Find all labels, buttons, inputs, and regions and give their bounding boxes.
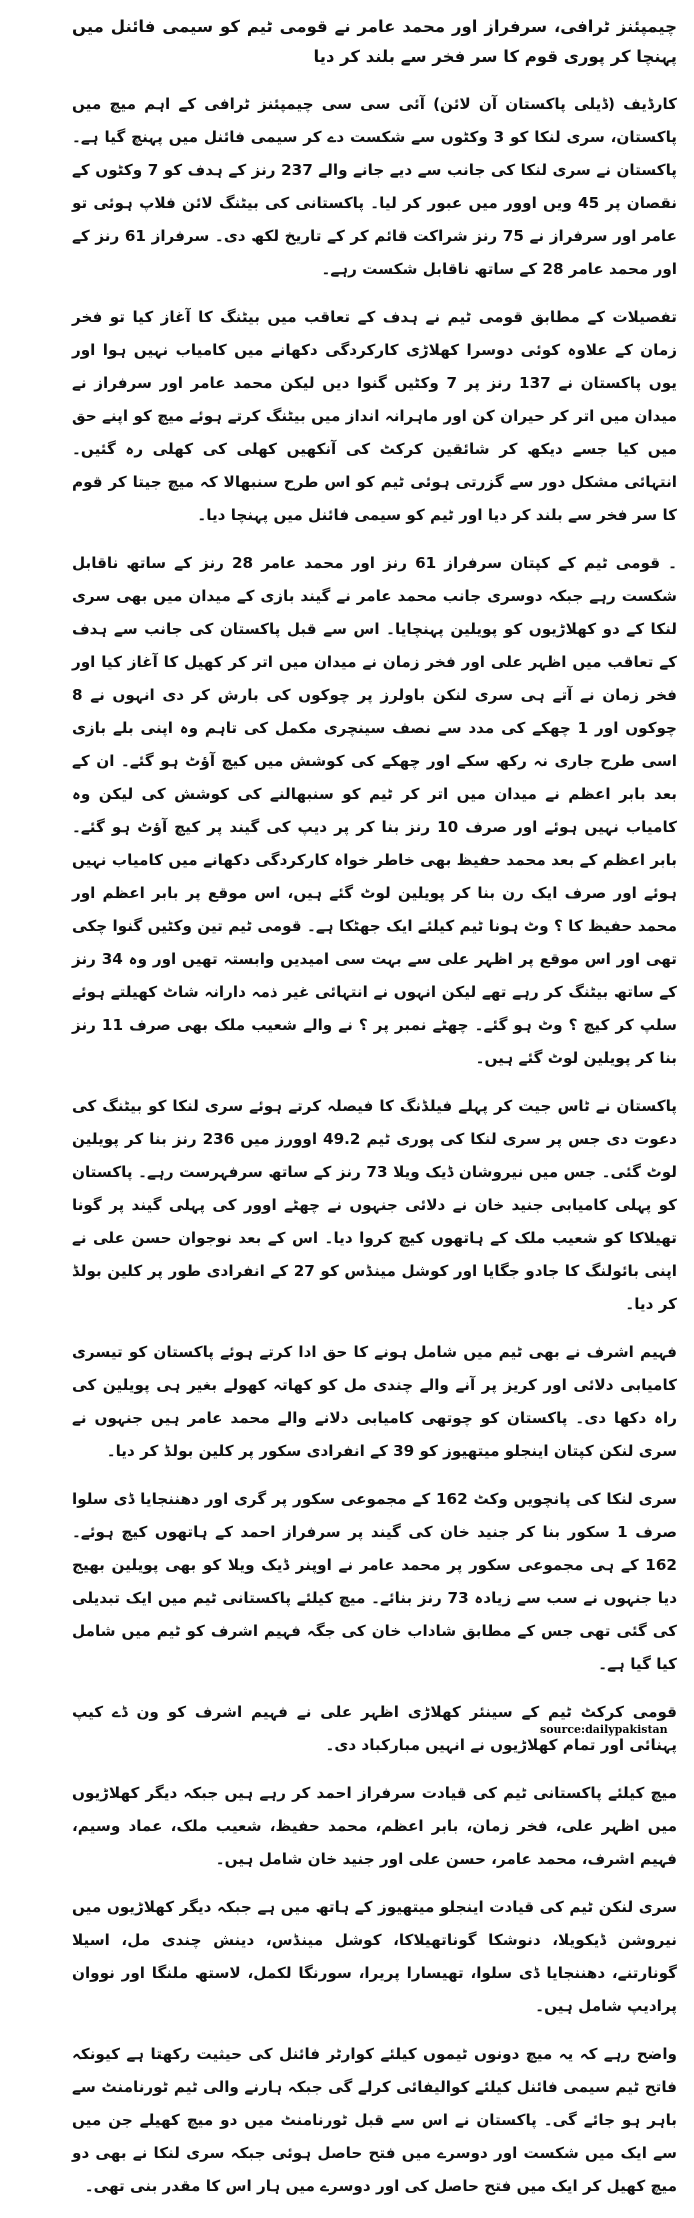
article-paragraph-8: میچ کیلئے پاکستانی ٹیم کی قیادت سرفراز احمد کر رہے ہیں جبکہ دیگر کھلاڑیوں میں اظہر علی، فخر زمان، بابر اعظم، محمد حفیظ، شعیب ملک، عماد وسیم، فہیم اشرف، محمد عامر، حسن علی اور جنید خان شامل ہیں۔ bbox=[72, 1784, 677, 1868]
article-paragraph-3: ۔ قومی ٹیم کے کپتان سرفراز 61 رنز اور محمد عامر 28 رنز کے ساتھ ناقابل شکست رہے جبکہ دوسری جانب محمد عامر نے گیند بازی کے میدان میں بھی سری لنکا کے دو کھلاڑیوں کو پویلین پہنچایا۔ اس سے قبل پاکستان کی جانب سے ہدف کے تعاقب میں اظہر علی اور فخر زمان نے میدان میں اتر کر کھیل کا آغاز کیا اور فخر زمان نے آتے ہی سری لنکن باولرز پر چوکوں کی بارش کر دی انہوں نے 8 چوکوں اور 1 چھکے کی مدد سے نصف سینچری مکمل کی تاہم وہ اپنی بلے بازی اسی طرح جاری نہ رکھ سکے اور چھکے کی کوشش میں کیچ آؤٹ ہو گئے۔ ان کے بعد بابر اعظم نے میدان میں اتر کر ٹیم کو سنبھالنے کی کوشش کی لیکن وہ کامیاب نہیں ہوئے اور صرف 10 رنز بنا کر پر دیپ کی گیند پر کیچ آؤٹ ہو گئے۔ بابر اعظم کے بعد محمد حفیظ بھی خاطر خواہ کارکردگی دکھانے میں کامیاب نہیں ہوئے اور صرف ایک رن بنا کر پویلین لوٹ گئے ہیں، اس موقع پر بابر اعظم اور محمد حفیظ کا ؟ وٹ ہونا ٹیم کیلئے ایک جھٹکا ہے۔ قومی ٹیم تین وکٹیں گنوا چکی تھی اور اس موقع پر اظہر علی سے بہت سی امیدیں وابستہ تھیں اور وہ 34 رنز کے ساتھ بیٹنگ کر رہے تھے لیکن انہوں نے انتہائی غیر ذمہ دارانہ شاٹ کھیلتے ہوئے سلپ کر کیچ ؟ وٹ ہو گئے۔ چھٹے نمبر پر ؟ نے والے شعیب ملک بھی صرف 11 رنز بنا کر پویلین لوٹ گئے ہیں۔ bbox=[72, 554, 678, 1067]
article-paragraph-6: سری لنکا کی پانچویں وکٹ 162 کے مجموعی سکور پر گری اور دھننجایا ڈی سلوا صرف 1 سکور بنا کر جنید خان کی گیند پر سرفراز احمد کے ہاتھوں کیچ ہوئے۔ 162 کے ہی مجموعی سکور پر محمد عامر نے اوپنر ڈیک ویلا کو بھی پویلین بھیج دیا جنہوں نے سب سے زیادہ 73 رنز بنائے۔ میچ کیلئے پاکستانی ٹیم میں ایک تبدیلی کی گئی تھی جس کے مطابق شاداب خان کی جگہ فہیم اشرف کو ٹیم میں شامل کیا گیا ہے۔ bbox=[72, 1490, 677, 1673]
article-body bbox=[72, 0, 677, 2218]
article-paragraph-4: پاکستان نے ٹاس جیت کر پہلے فیلڈنگ کا فیصلہ کرتے ہوئے سری لنکا کو بیٹنگ کی دعوت دی جس پر سری لنکا کی پوری ٹیم 49.2 اوورز میں 236 رنز بنا کر پویلین لوٹ گئی۔ جس میں نیروشان ڈیک ویلا 73 رنز کے ساتھ سرفہرست رہے۔ پاکستان کو پہلی کامیابی جنید خان نے دلائی جنہوں نے چھٹے اوور کی پہلی گیند پر گونا تھیلاکا کو شعیب ملک کے ہاتھوں کیچ کروا دیا۔ اس کے بعد نوجوان حسن علی نے اپنی بائولنگ کا جادو جگایا اور کوشل مینڈس کو 27 کے انفرادی طور پر کلین بولڈ کر دیا۔ bbox=[72, 1097, 677, 1313]
article-paragraph-7: قومی کرکٹ ٹیم کے سینئر کھلاڑی اظہر علی نے فہیم اشرف کو ون ڈے کیپ پہنائی اور تمام کھلاڑیوں نے انہیں مبارکباد دی۔ bbox=[72, 1703, 677, 1754]
article-paragraph-5: فہیم اشرف نے بھی ٹیم میں شامل ہونے کا حق ادا کرتے ہوئے پاکستان کو تیسری کامیابی دلائی اور کریز پر آنے والے چندی مل کو کھاتہ کھولے بغیر ہی پویلین کی راہ دکھا دی۔ پاکستان کو چوتھی کامیابی دلانے والے محمد عامر ہیں جنہوں نے سری لنکن کپتان اینجلو میتھیوز کو 39 کے انفرادی سکور پر کلین بولڈ کر دیا۔ bbox=[72, 1343, 677, 1460]
article-paragraph-1: کارڈیف (ڈیلی پاکستان آن لائن) آئی سی سی چیمپئنز ٹرافی کے اہم میچ میں پاکستان، سری لنکا کو 3 وکٹوں سے شکست دے کر سیمی فائنل میں پہنچ گیا ہے۔ پاکستان نے سری لنکا کی جانب سے دیے جانے والے 237 رنز کے ہدف کو 7 وکٹوں کے نقصان پر 45 ویں اوور میں عبور کر لیا۔ پاکستانی کی بیٹنگ لائن فلاپ ہوئی تو عامر اور سرفراز نے 75 رنز شراکت قائم کر کے تاریخ لکھ دی۔ سرفراز 61 رنز کے اور محمد عامر 28 کے ساتھ ناقابل شکست رہے۔ bbox=[72, 95, 678, 278]
article-paragraph-9: سری لنکن ٹیم کی قیادت اینجلو میتھیوز کے ہاتھ میں ہے جبکہ دیگر کھلاڑیوں میں نیروشن ڈیکویلا، دنوشکا گوناتھیلاکا، کوشل مینڈس، دینش چندی مل، اسیلا گونارتنے، دھننجایا ڈی سلوا، تھیسارا پریرا، سورنگا لکمل، لاستھ ملنگا اور نووان پرادیپ شامل ہیں۔ bbox=[72, 1898, 677, 2015]
source-credit: source:dailypakistan bbox=[540, 1723, 668, 1736]
article-headline: چیمپئنز ٹرافی، سرفراز اور محمد عامر نے قومی ٹیم کو سیمی فائنل میں پہنچا کر پوری قوم کا سر فخر سے بلند کر دیا bbox=[72, 17, 677, 66]
article-paragraph-2: تفصیلات کے مطابق قومی ٹیم نے ہدف کے تعاقب میں بیٹنگ کا آغاز کیا تو فخر زمان کے علاوہ کوئی دوسرا کھلاڑی کارکردگی دکھانے میں کامیاب نہیں ہوا اور یوں پاکستان نے 137 رنز پر 7 وکٹیں گنوا دیں لیکن محمد عامر اور سرفراز نے میدان میں اتر کر حیران کن اور ماہرانہ انداز میں بیٹنگ کرتے ہوئے میچ کو اپنے حق میں کیا جسے دیکھ کر شائقین کرکٹ کی آنکھیں کھلی کی کھلی رہ گئیں۔ انتہائی مشکل دور سے گزرتی ہوئی ٹیم کو اس طرح سنبھالا کہ میچ جیتا کر قوم کا سر فخر سے بلند کر دیا اور ٹیم کو سیمی فائنل میں پہنچا دیا۔ bbox=[72, 308, 677, 524]
article-paragraph-10: واضح رہے کہ یہ میچ دونوں ٹیموں کیلئے کوارٹر فائنل کی حیثیت رکھتا ہے کیونکہ فاتح ٹیم سیمی فائنل کیلئے کوالیفائی کرلے گی جبکہ ہارنے والی ٹیم ٹورنامنٹ سے باہر ہو جائے گی۔ پاکستان نے اس سے قبل ٹورنامنٹ میں دو میچ کھیلے جن میں سے ایک میں شکست اور دوسرے میں فتح حاصل ہوئی جبکہ سری لنکا نے بھی دو میچ کھیل کر ایک میں فتح حاصل کی اور دوسرے میں ہار اس کا مقدر بنی تھی۔ bbox=[72, 2045, 677, 2195]
